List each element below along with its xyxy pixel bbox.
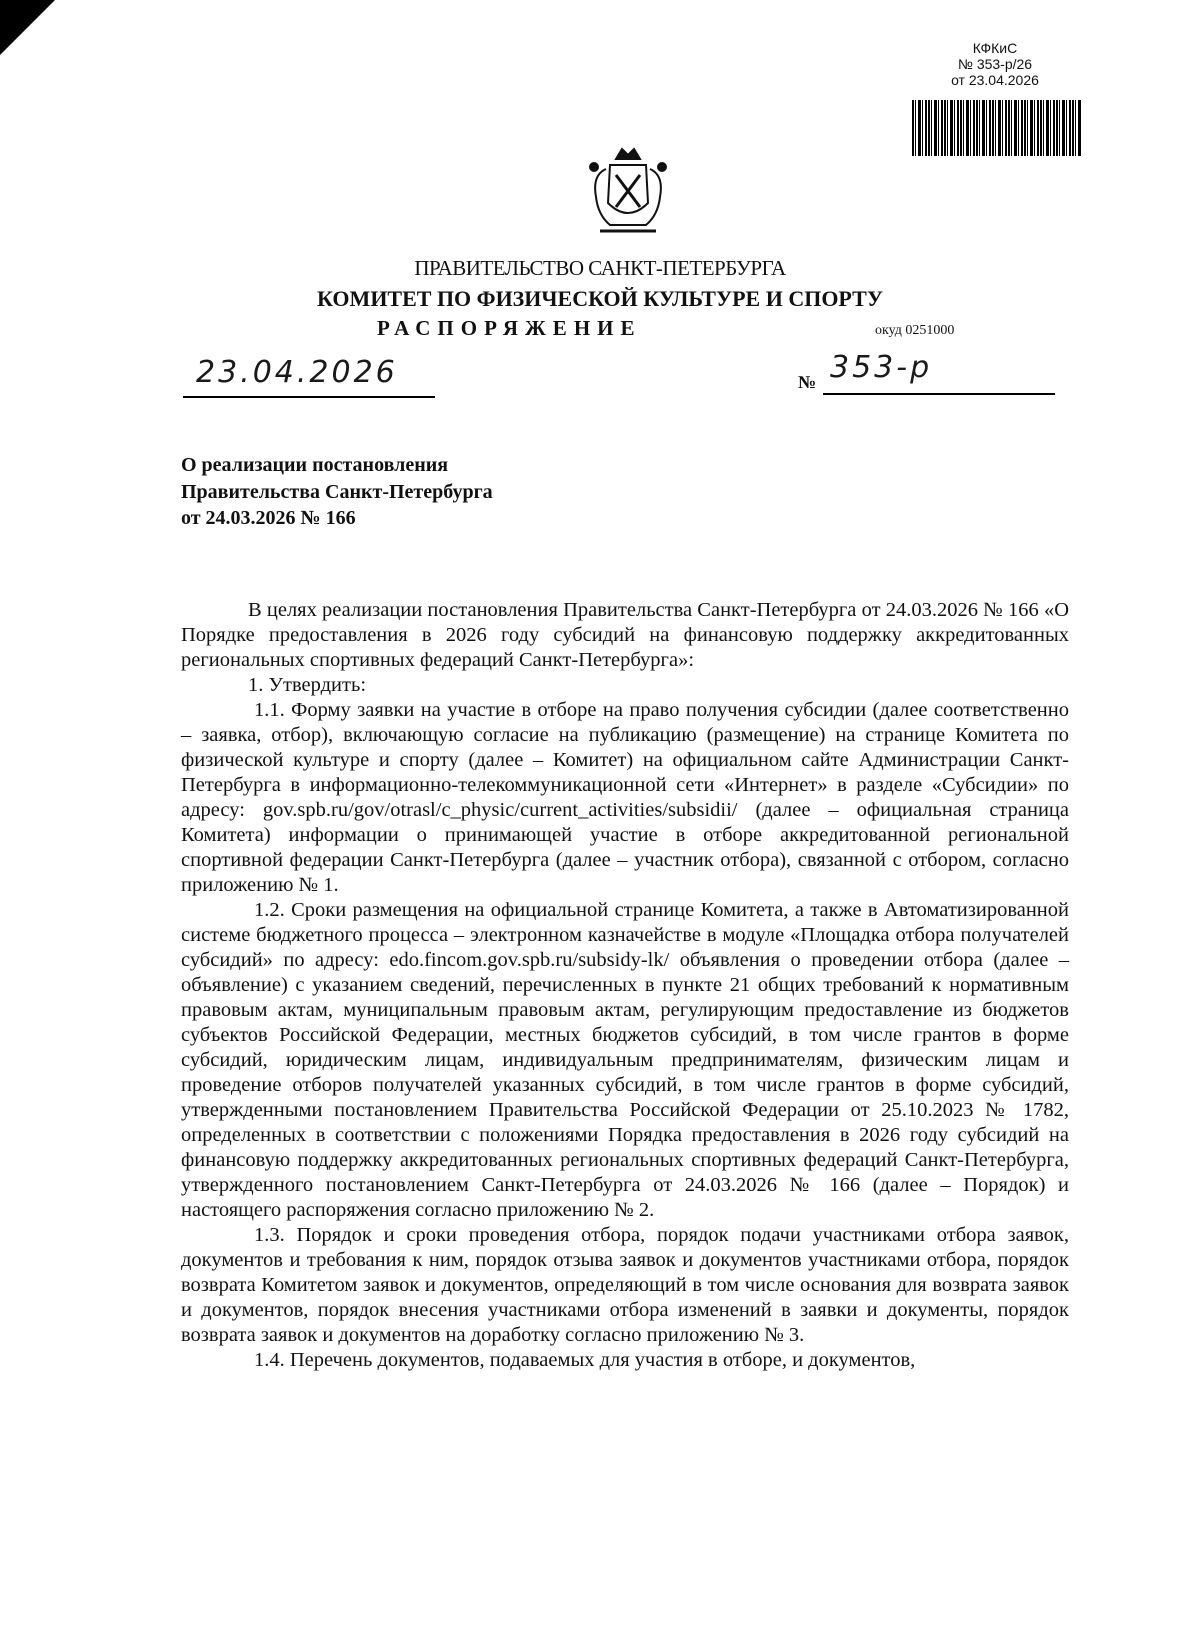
stamp-org: КФКиС: [972, 40, 1018, 56]
document-type: РАСПОРЯЖЕНИЕ: [377, 316, 642, 340]
stamp-number: № 353-р/26: [957, 56, 1033, 72]
date-underline: [183, 396, 435, 398]
document-body: [181, 598, 1069, 1373]
handwritten-date: 23.04.2026: [196, 355, 398, 390]
item-1-4: 1.4. Перечень документов, подаваемых для участия в отборе, и документов,: [254, 1349, 916, 1371]
scan-corner-mark: [0, 0, 55, 55]
barcode-icon: [912, 100, 1082, 156]
registration-stamp: [905, 40, 1085, 88]
item-1-1: 1.1. Форму заявки на участие в отборе на право получения субсидии (далее соответственно – заявка, отбор), включающую согласие на публикацию (размещение) на странице Комитета по физической культуре и спорту (далее – Комитет) на официальном сайте Администрации Санкт-Петербурга в информационно-телекоммуникационной сети «Интернет» в разделе «Субсидии» по адресу: gov.spb.ru/gov/otrasl/c_physic/current_activities/subsidii/ (далее – официальная страница Комитета) информации о принимающей участие в отборе аккредитованной региональной спортивной федерации Санкт-Петербурга (далее – участник отбора), связанной с отбором, согласно приложению № 1.: [181, 699, 1069, 896]
subject-line: Правительства Санкт-Петербурга: [181, 480, 493, 503]
government-name: ПРАВИТЕЛЬСТВО САНКТ-ПЕТЕРБУРГА: [414, 256, 786, 280]
coat-of-arms-icon: [580, 145, 676, 241]
item-1-2: 1.2. Сроки размещения на официальной странице Комитета, а также в Автоматизированной системе бюджетного процесса – электронном казначействе в модуле «Площадка отбора получателей субсидий» по адресу: edo.fincom.gov.spb.ru/subsidy-lk/ объявления о проведении отбора (далее – объявление) с указанием сведений, перечисленных в пункте 21 общих требований к нормативным правовым актам, муниципальным правовым актам, регулирующим предоставление из бюджетов субъектов Российской Федерации, местных бюджетов субсидий, в том числе грантов в форме субсидий, юридическим лицам, индивидуальным предпринимателям, физическим лицам и проведение отборов получателей указанных субсидий, в том числе грантов в форме субсидий, утвержденными постановлением Правительства Российской Федерации от 25.10.2023 № 1782, определенных в соответствии с положениями Порядка предоставления в 2026 году субсидий на финансовую поддержку аккредитованных региональных спортивных федераций Санкт-Петербурга, утвержденного постановлением Санкт-Петербурга от 24.03.2026 № 166 (далее – Порядок) и настоящего распоряжения согласно приложению № 2.: [181, 899, 1069, 1221]
number-sign: №: [798, 372, 817, 392]
committee-name: КОМИТЕТ ПО ФИЗИЧЕСКОЙ КУЛЬТУРЕ И СПОРТУ: [317, 286, 883, 311]
item-1-3: 1.3. Порядок и сроки проведения отбора, порядок подачи участниками отбора заявок, документов и требования к ним, порядок отзыва заявок и документов участниками отбора, порядок возврата Комитетом заявок и документов, определяющий в том числе основания для возврата заявок и документов, порядок внесения участниками отбора изменений в заявки и документы, порядок возврата заявок и документов на доработку согласно приложению № 3.: [181, 1224, 1069, 1346]
stamp-date: от 23.04.2026: [951, 72, 1039, 88]
item-1: 1. Утвердить:: [248, 674, 367, 696]
okud-code: окуд 0251000: [875, 323, 955, 338]
handwritten-number: 353-р: [830, 350, 933, 385]
preamble-paragraph: В целях реализации постановления Правительства Санкт-Петербурга от 24.03.2026 № 166 «О Порядке предоставления в 2026 году субсидий на финансовую поддержку аккредитованных региональных спортивных федераций Санкт-Петербурга»:: [181, 599, 1069, 671]
subject-line: от 24.03.2026 № 166: [181, 507, 356, 529]
document-subject: [181, 452, 493, 532]
number-underline: [823, 393, 1055, 395]
subject-line: О реализации постановления: [181, 454, 449, 476]
